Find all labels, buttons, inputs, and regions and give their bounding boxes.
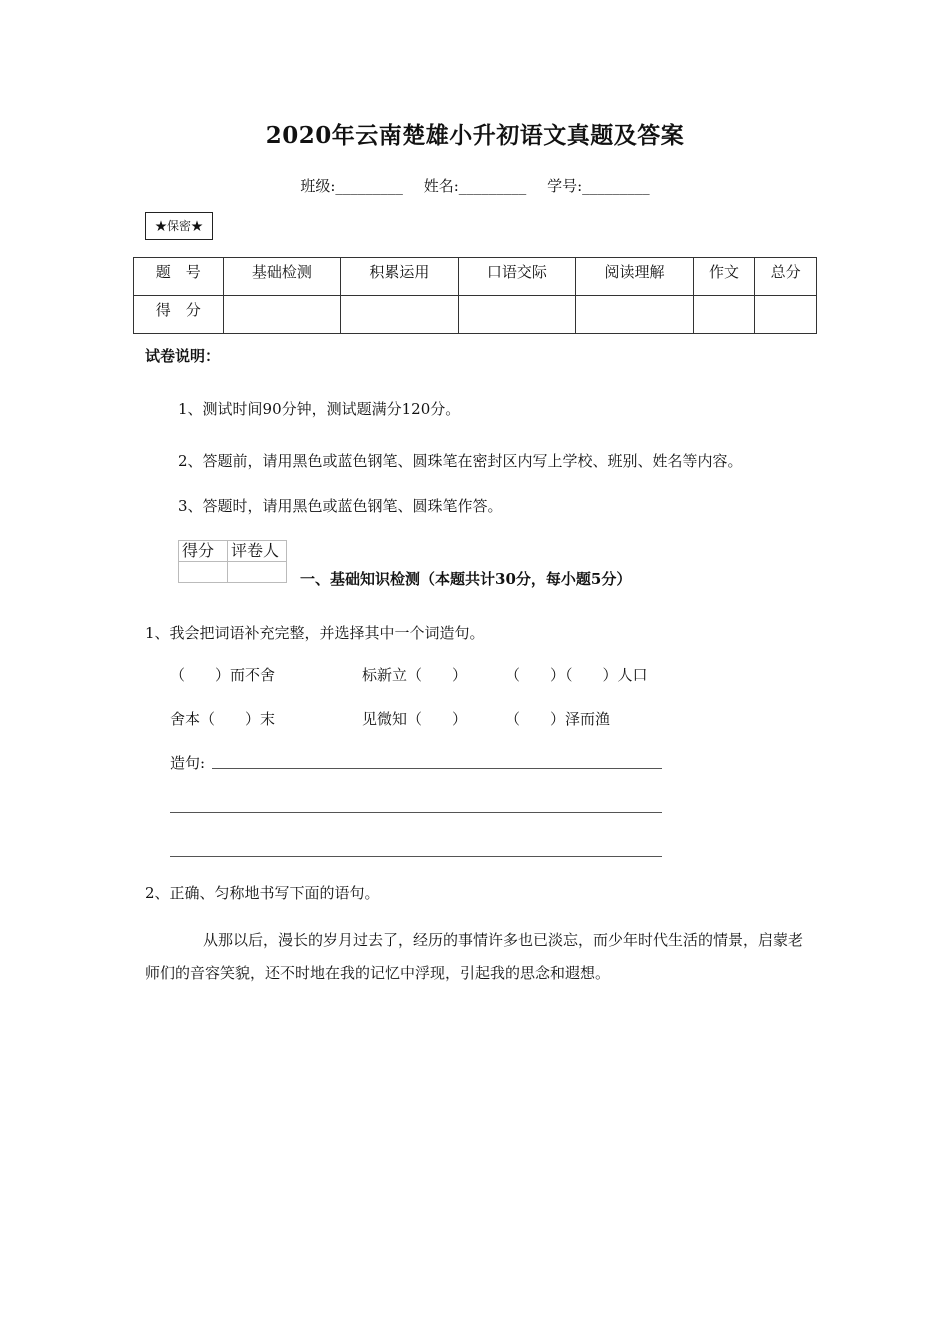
score-cell-blank <box>341 296 459 334</box>
class-field: 班级:_________ <box>300 177 403 195</box>
answer-line <box>212 768 662 769</box>
grader-mini-table <box>178 540 287 583</box>
idiom-blank: （ ）（ ）人口 <box>505 666 648 684</box>
idiom-blank: 标新立（ ） <box>362 666 468 684</box>
score-cell-blank <box>755 296 817 334</box>
instructions-heading: 试卷说明： <box>145 347 221 365</box>
score-header-cell: 作文 <box>693 258 755 296</box>
score-row-label: 得 分 <box>134 296 224 334</box>
score-header-cell: 基础检测 <box>223 258 341 296</box>
score-cell-blank <box>693 296 755 334</box>
idiom-blank: （ ）泽而渔 <box>505 710 611 728</box>
name-field: 姓名:_________ <box>423 177 527 195</box>
score-cell-blank <box>458 296 576 334</box>
confidential-badge: ★保密★ <box>145 212 213 240</box>
score-cell-blank <box>576 296 694 334</box>
score-table-score-row <box>134 296 817 334</box>
student-info-line <box>0 175 950 196</box>
question-1-prompt: 1、我会把词语补充完整，并选择其中一个词造句。 <box>145 624 485 642</box>
section-one-title: 一、基础知识检测（本题共计30分，每小题5分） <box>300 570 632 588</box>
score-table <box>133 257 817 334</box>
student-id-field: 学号:_________ <box>547 177 650 195</box>
question-2-passage: 从那以后，漫长的岁月过去了，经历的事情许多也已淡忘，而少年时代生活的情景，启蒙老师们的音容笑貌，还不时地在我的记忆中浮现，引起我的思念和遐想。 <box>145 931 804 982</box>
idiom-blank: 见微知（ ） <box>362 710 468 728</box>
score-cell-blank <box>223 296 341 334</box>
sentence-label: 造句: <box>170 754 206 772</box>
score-table-header-row <box>134 258 817 296</box>
idiom-blank: （ ）而不舍 <box>170 666 276 684</box>
score-header-cell: 总分 <box>755 258 817 296</box>
question-2-prompt: 2、正确、匀称地书写下面的语句。 <box>145 884 380 902</box>
mini-score-label: 得分 <box>179 541 228 562</box>
document-title: 2020年云南楚雄小升初语文真题及答案 <box>265 122 685 149</box>
answer-line <box>170 856 662 857</box>
score-header-cell: 题 号 <box>134 258 224 296</box>
mini-score-blank <box>179 562 228 583</box>
score-header-cell: 积累运用 <box>341 258 459 296</box>
mini-grader-label: 评卷人 <box>228 541 287 562</box>
instruction-item: 3、答题时，请用黑色或蓝色钢笔、圆珠笔作答。 <box>178 497 503 515</box>
score-header-cell: 口语交际 <box>458 258 576 296</box>
idiom-blank: 舍本（ ）末 <box>170 710 276 728</box>
answer-line <box>170 812 662 813</box>
mini-grader-blank <box>228 562 287 583</box>
instruction-item: 2、答题前，请用黑色或蓝色钢笔、圆珠笔在密封区内写上学校、班别、姓名等内容。 <box>178 452 743 470</box>
score-header-cell: 阅读理解 <box>576 258 694 296</box>
instruction-item: 1、测试时间90分钟，测试题满分120分。 <box>178 400 461 418</box>
